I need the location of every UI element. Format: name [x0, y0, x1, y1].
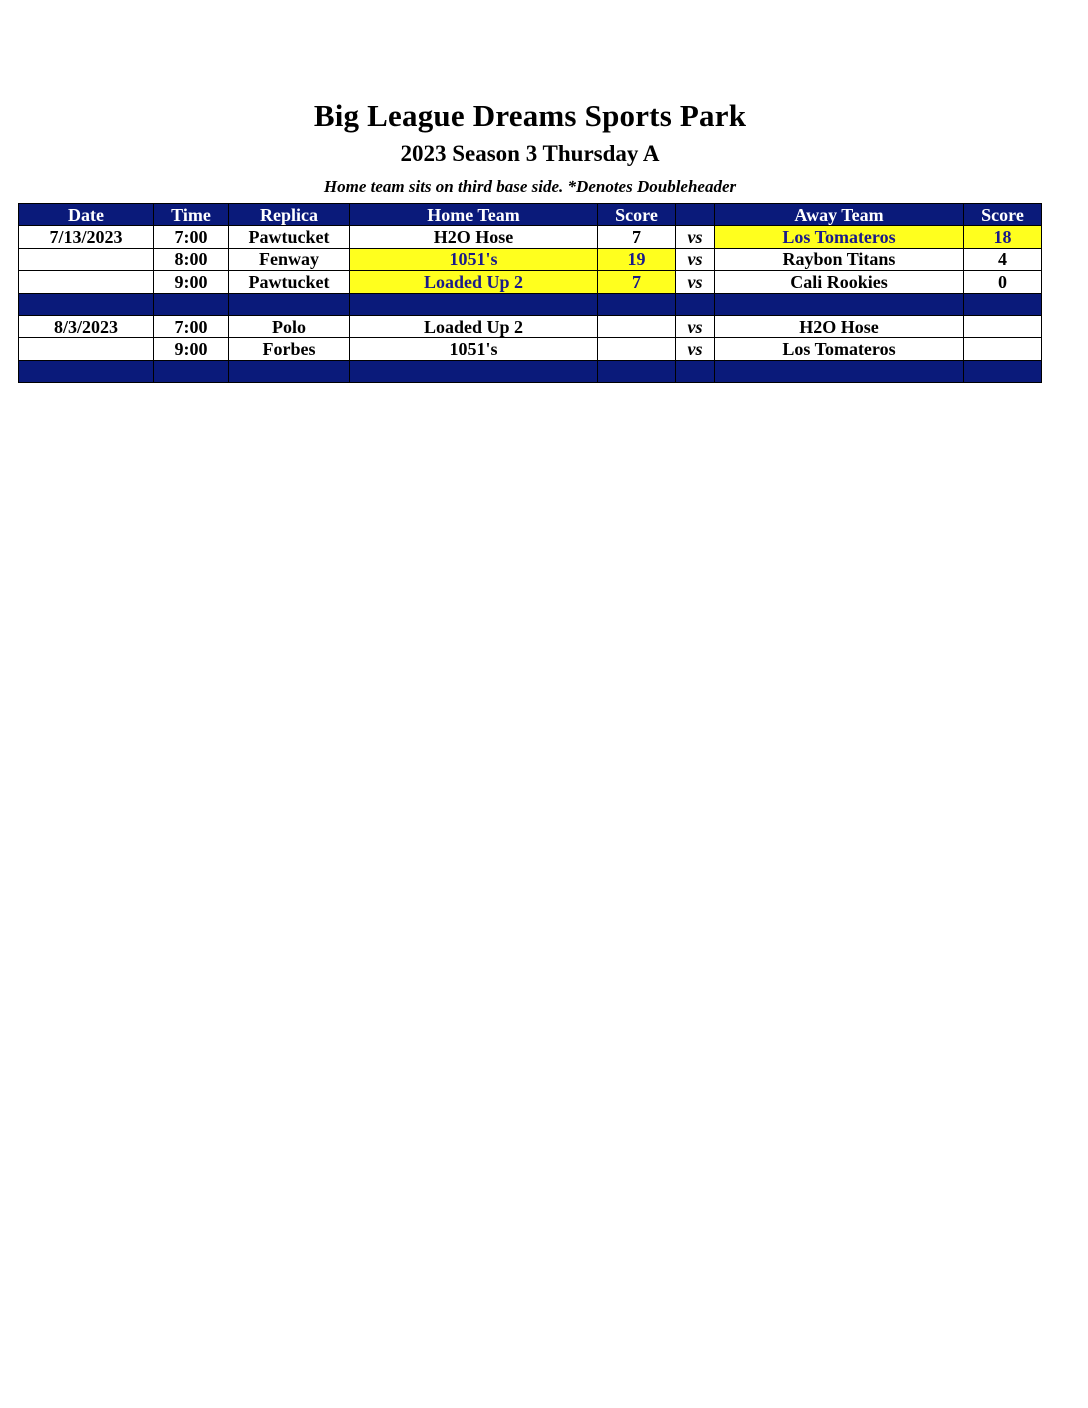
home-team: 1051's	[350, 338, 598, 360]
game-date	[19, 271, 154, 293]
game-date: 7/13/2023	[19, 226, 154, 248]
game-replica: Pawtucket	[229, 271, 350, 293]
table-row	[19, 271, 1042, 293]
away-team: H2O Hose	[715, 315, 964, 337]
home-score: 7	[598, 226, 676, 248]
schedule-table	[18, 203, 1042, 383]
game-date	[19, 248, 154, 270]
vs-label: vs	[676, 338, 715, 360]
away-team: Raybon Titans	[715, 248, 964, 270]
away-score: 18	[964, 226, 1042, 248]
away-score: 4	[964, 248, 1042, 270]
game-time: 8:00	[154, 248, 229, 270]
home-team: Loaded Up 2	[350, 315, 598, 337]
game-time: 9:00	[154, 338, 229, 360]
col-header-away-team: Away Team	[715, 204, 964, 226]
vs-label: vs	[676, 315, 715, 337]
vs-label: vs	[676, 271, 715, 293]
week-separator-row	[19, 293, 1042, 315]
col-header-replica: Replica	[229, 204, 350, 226]
game-time: 7:00	[154, 315, 229, 337]
away-team: Los Tomateros	[715, 338, 964, 360]
home-score	[598, 315, 676, 337]
game-time: 9:00	[154, 271, 229, 293]
col-header-vs	[676, 204, 715, 226]
table-row	[19, 315, 1042, 337]
table-header-row	[19, 204, 1042, 226]
away-score	[964, 338, 1042, 360]
home-score	[598, 338, 676, 360]
col-header-date: Date	[19, 204, 154, 226]
away-score: 0	[964, 271, 1042, 293]
table-row	[19, 338, 1042, 360]
game-date: 8/3/2023	[19, 315, 154, 337]
col-header-time: Time	[154, 204, 229, 226]
home-score: 19	[598, 248, 676, 270]
col-header-away-score: Score	[964, 204, 1042, 226]
away-score	[964, 315, 1042, 337]
away-team: Cali Rookies	[715, 271, 964, 293]
page-title: Big League Dreams Sports Park	[313, 98, 747, 133]
game-replica: Fenway	[229, 248, 350, 270]
away-team: Los Tomateros	[715, 226, 964, 248]
schedule-note: Home team sits on third base side. *Denotes Doubleheader	[323, 177, 737, 196]
game-replica: Pawtucket	[229, 226, 350, 248]
game-time: 7:00	[154, 226, 229, 248]
vs-label: vs	[676, 248, 715, 270]
vs-label: vs	[676, 226, 715, 248]
col-header-home-team: Home Team	[350, 204, 598, 226]
week-separator-row	[19, 360, 1042, 382]
col-header-home-score: Score	[598, 204, 676, 226]
table-row	[19, 248, 1042, 270]
page-subtitle: 2023 Season 3 Thursday A	[400, 141, 660, 166]
game-replica: Polo	[229, 315, 350, 337]
table-row	[19, 226, 1042, 248]
home-team: 1051's	[350, 248, 598, 270]
home-score: 7	[598, 271, 676, 293]
home-team: Loaded Up 2	[350, 271, 598, 293]
game-date	[19, 338, 154, 360]
home-team: H2O Hose	[350, 226, 598, 248]
game-replica: Forbes	[229, 338, 350, 360]
